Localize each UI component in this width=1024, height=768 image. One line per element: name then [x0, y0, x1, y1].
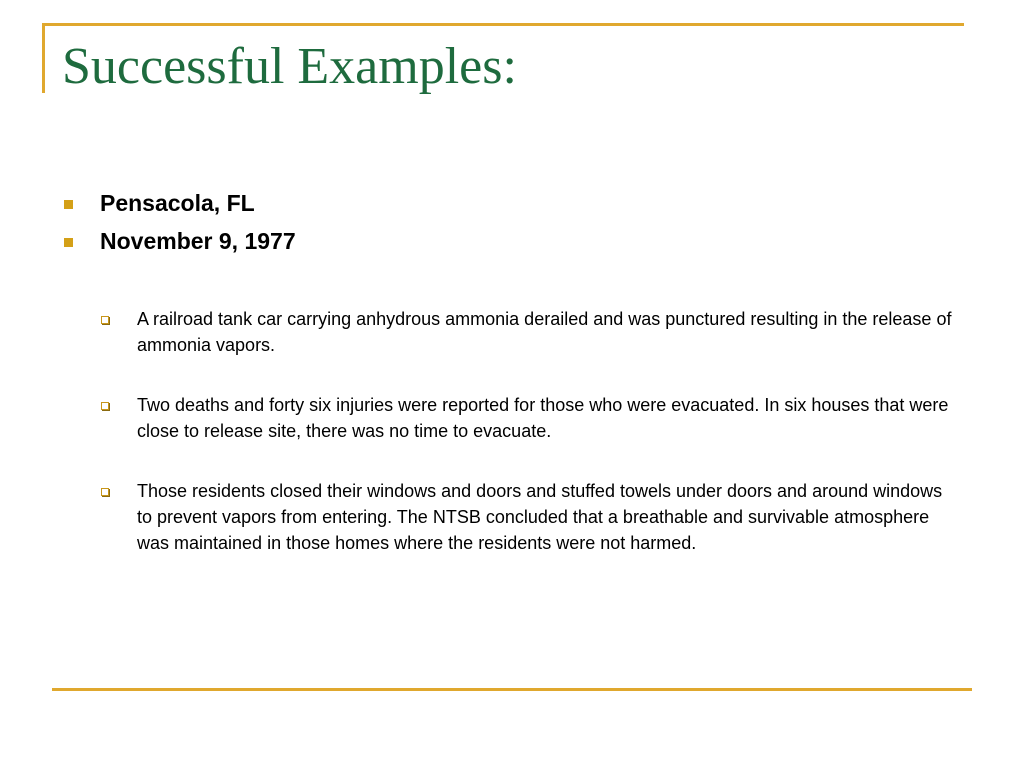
sub-bullet-text: A railroad tank car carrying anhydrous ammonia derailed and was punctured resulting in the release of ammonia vapors. [137, 309, 952, 355]
sub-bullet-list [100, 306, 960, 590]
bullet-date [62, 226, 296, 264]
bottom-accent-line [52, 688, 972, 691]
slide-title: Successful Examples: [62, 38, 517, 95]
sub-bullet-item [100, 392, 960, 444]
left-accent-line [42, 23, 45, 93]
sub-bullet-text: Two deaths and forty six injuries were reported for those who were evacuated. In six houses that were close to release site, there was no time to evacuate. [137, 395, 949, 441]
hollow-square-bullet-icon [101, 402, 109, 410]
filled-square-bullet-icon [64, 238, 73, 247]
bullet-text: Pensacola, FL [100, 190, 255, 216]
bullet-text: November 9, 1977 [100, 228, 296, 254]
sub-bullet-item [100, 306, 960, 358]
filled-square-bullet-icon [64, 200, 73, 209]
hollow-square-bullet-icon [101, 316, 109, 324]
bullet-location [62, 188, 296, 226]
sub-bullet-item [100, 478, 960, 556]
hollow-square-bullet-icon [101, 488, 109, 496]
top-accent-line [42, 23, 964, 26]
sub-bullet-text: Those residents closed their windows and doors and stuffed towels under doors and around windows to prevent vapors from entering. The NTSB concluded that a breathable and survivable atmosphere was maintained in those homes where the residents were not harmed. [137, 481, 943, 553]
main-bullet-list [62, 188, 296, 264]
